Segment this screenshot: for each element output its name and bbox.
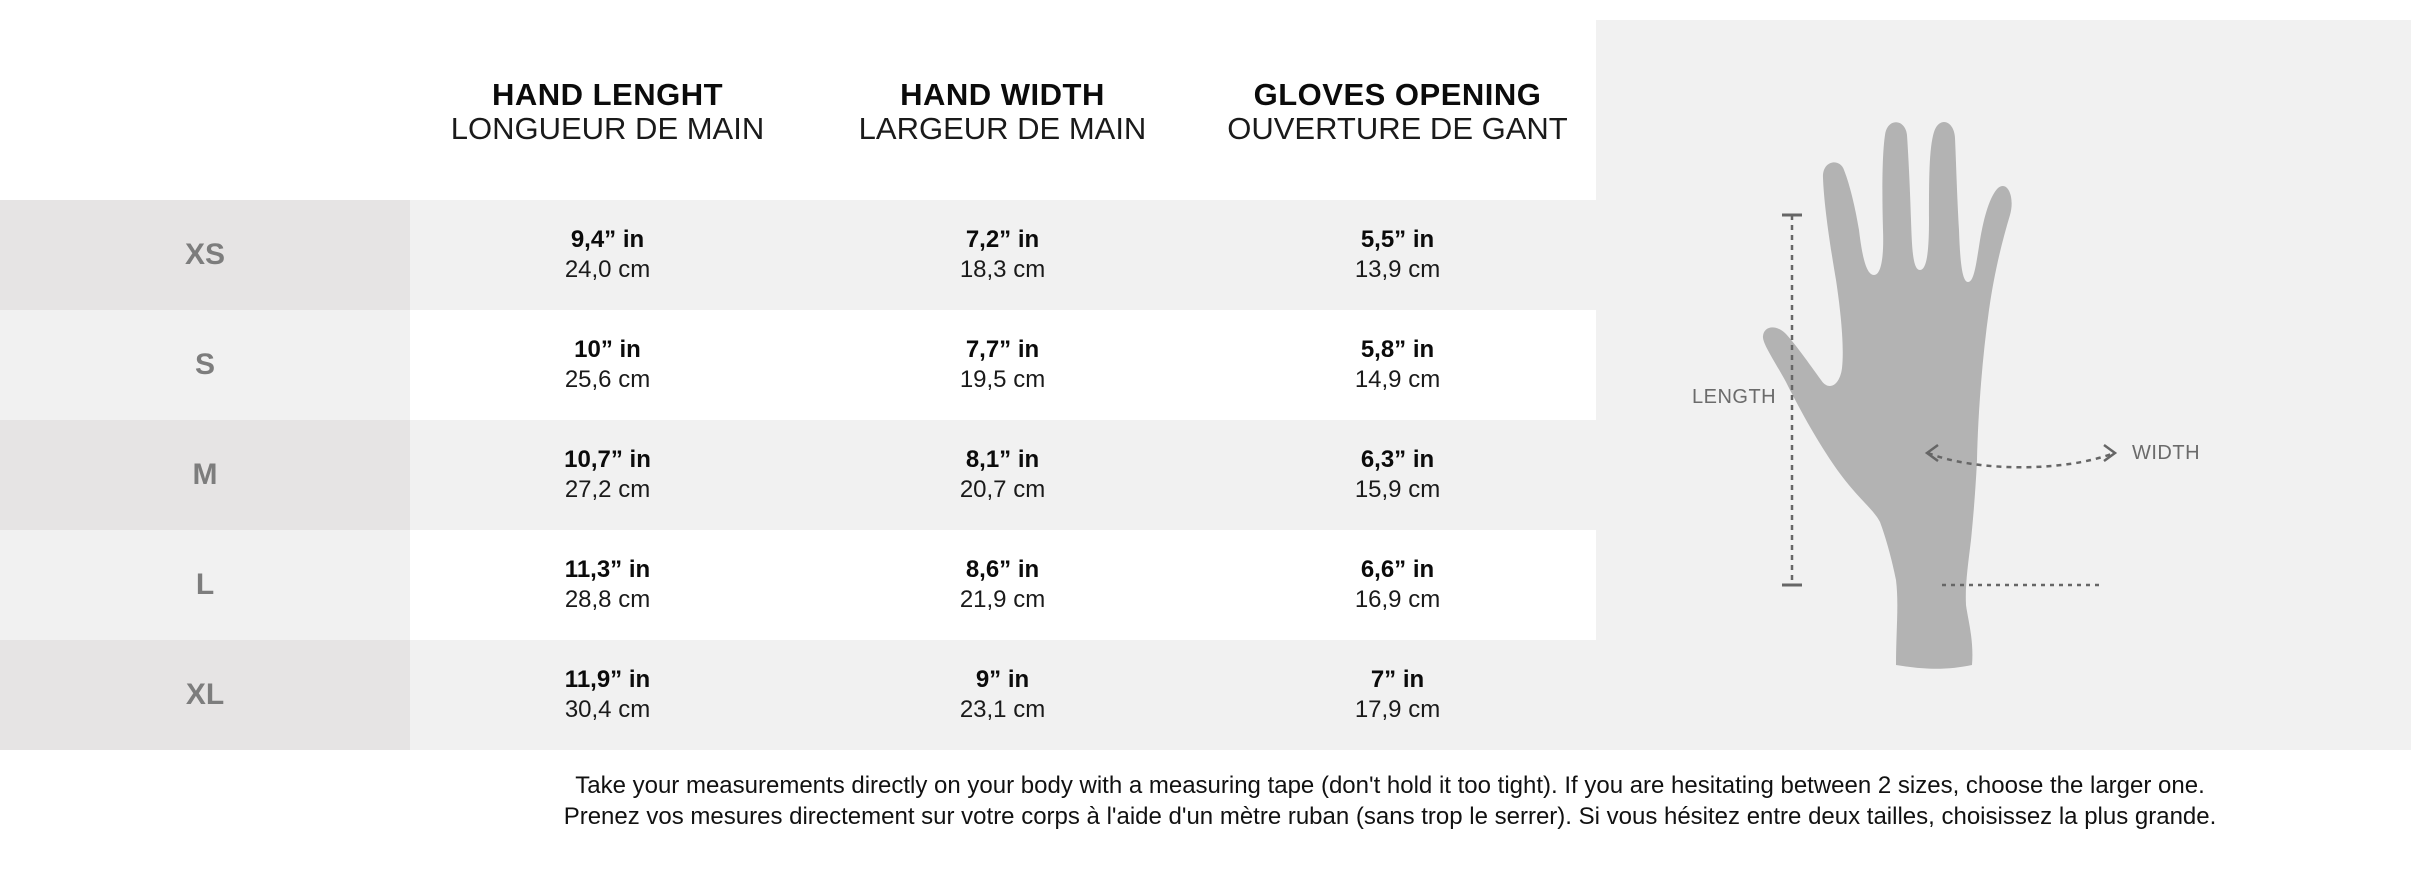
value-cm: 16,9 cm <box>1354 586 1441 613</box>
header-fr: LONGUEUR DE MAIN <box>450 111 765 146</box>
value-inches: 5,5” in <box>1360 226 1435 253</box>
hand-illustration <box>1596 20 2411 750</box>
value-inches: 8,1” in <box>965 446 1040 473</box>
value-cm: 18,3 cm <box>959 256 1046 283</box>
value-inches: 6,6” in <box>1360 556 1435 583</box>
hand-length-cell <box>410 530 805 640</box>
hand-length-cell <box>410 200 805 310</box>
size-table <box>0 200 1596 750</box>
hand-width-cell <box>805 640 1200 750</box>
value-inches: 7,7” in <box>965 336 1040 363</box>
value-cm: 21,9 cm <box>959 586 1046 613</box>
size-label: M <box>0 420 410 530</box>
header-en: HAND LENGHT <box>491 77 724 112</box>
table-header <box>0 0 1596 200</box>
value-cm: 17,9 cm <box>1354 696 1441 723</box>
hand-width-cell <box>805 530 1200 640</box>
value-inches: 11,3” in <box>564 556 651 583</box>
header-en: GLOVES OPENING <box>1253 77 1542 112</box>
width-arrow-right-icon <box>2104 445 2115 461</box>
value-cm: 19,5 cm <box>959 366 1046 393</box>
value-inches: 6,3” in <box>1360 446 1435 473</box>
hand-measurement-diagram <box>1596 20 2411 750</box>
table-row <box>0 530 1596 640</box>
hand-length-cell <box>410 640 805 750</box>
value-inches: 10,7” in <box>564 446 651 473</box>
table-row <box>0 420 1596 530</box>
value-inches: 9” in <box>975 666 1030 693</box>
value-cm: 28,8 cm <box>564 586 651 613</box>
value-cm: 14,9 cm <box>1354 366 1441 393</box>
hand-width-cell <box>805 310 1200 420</box>
table-row <box>0 640 1596 750</box>
value-inches: 11,9” in <box>564 666 651 693</box>
value-inches: 10” in <box>574 336 641 363</box>
width-label: WIDTH <box>2132 442 2201 464</box>
column-header-hand-length <box>410 78 805 146</box>
gloves-opening-cell <box>1200 200 1595 310</box>
size-label: XS <box>0 200 410 310</box>
value-inches: 9,4” in <box>570 226 645 253</box>
instructions-fr: Prenez vos mesures directement sur votre corps à l'aide d'un mètre ruban (sans trop le serrer). Si vous hésitez entre deux tailles, choisissez la plus grande. <box>563 803 2217 830</box>
value-cm: 30,4 cm <box>564 696 651 723</box>
gloves-opening-cell <box>1200 640 1595 750</box>
gloves-opening-cell <box>1200 530 1595 640</box>
value-inches: 8,6” in <box>965 556 1040 583</box>
column-header-hand-width <box>805 78 1200 146</box>
size-label: L <box>0 530 410 640</box>
header-en: HAND WIDTH <box>900 77 1105 112</box>
column-header-gloves-opening <box>1200 78 1595 146</box>
gloves-opening-cell <box>1200 420 1595 530</box>
table-row <box>0 200 1596 310</box>
value-cm: 27,2 cm <box>564 476 651 503</box>
hand-width-cell <box>805 420 1200 530</box>
length-label: LENGTH <box>1692 386 1777 408</box>
measurement-instructions <box>540 770 2240 832</box>
header-fr: OUVERTURE DE GANT <box>1227 111 1568 146</box>
table-row <box>0 310 1596 420</box>
size-label: XL <box>0 640 410 750</box>
hand-length-cell <box>410 310 805 420</box>
value-inches: 7” in <box>1370 666 1425 693</box>
hand-width-cell <box>805 200 1200 310</box>
hand-length-cell <box>410 420 805 530</box>
value-cm: 24,0 cm <box>564 256 651 283</box>
gloves-opening-cell <box>1200 310 1595 420</box>
header-fr: LARGEUR DE MAIN <box>858 111 1147 146</box>
value-cm: 25,6 cm <box>564 366 651 393</box>
hand-silhouette-icon <box>1763 122 2012 669</box>
size-label: S <box>0 310 410 420</box>
value-cm: 20,7 cm <box>959 476 1046 503</box>
value-cm: 23,1 cm <box>959 696 1046 723</box>
value-inches: 7,2” in <box>965 226 1040 253</box>
instructions-en: Take your measurements directly on your body with a measuring tape (don't hold it too tight). If you are hesitating between 2 sizes, choose the larger one. <box>575 772 2205 799</box>
value-inches: 5,8” in <box>1360 336 1435 363</box>
value-cm: 13,9 cm <box>1354 256 1441 283</box>
value-cm: 15,9 cm <box>1354 476 1441 503</box>
